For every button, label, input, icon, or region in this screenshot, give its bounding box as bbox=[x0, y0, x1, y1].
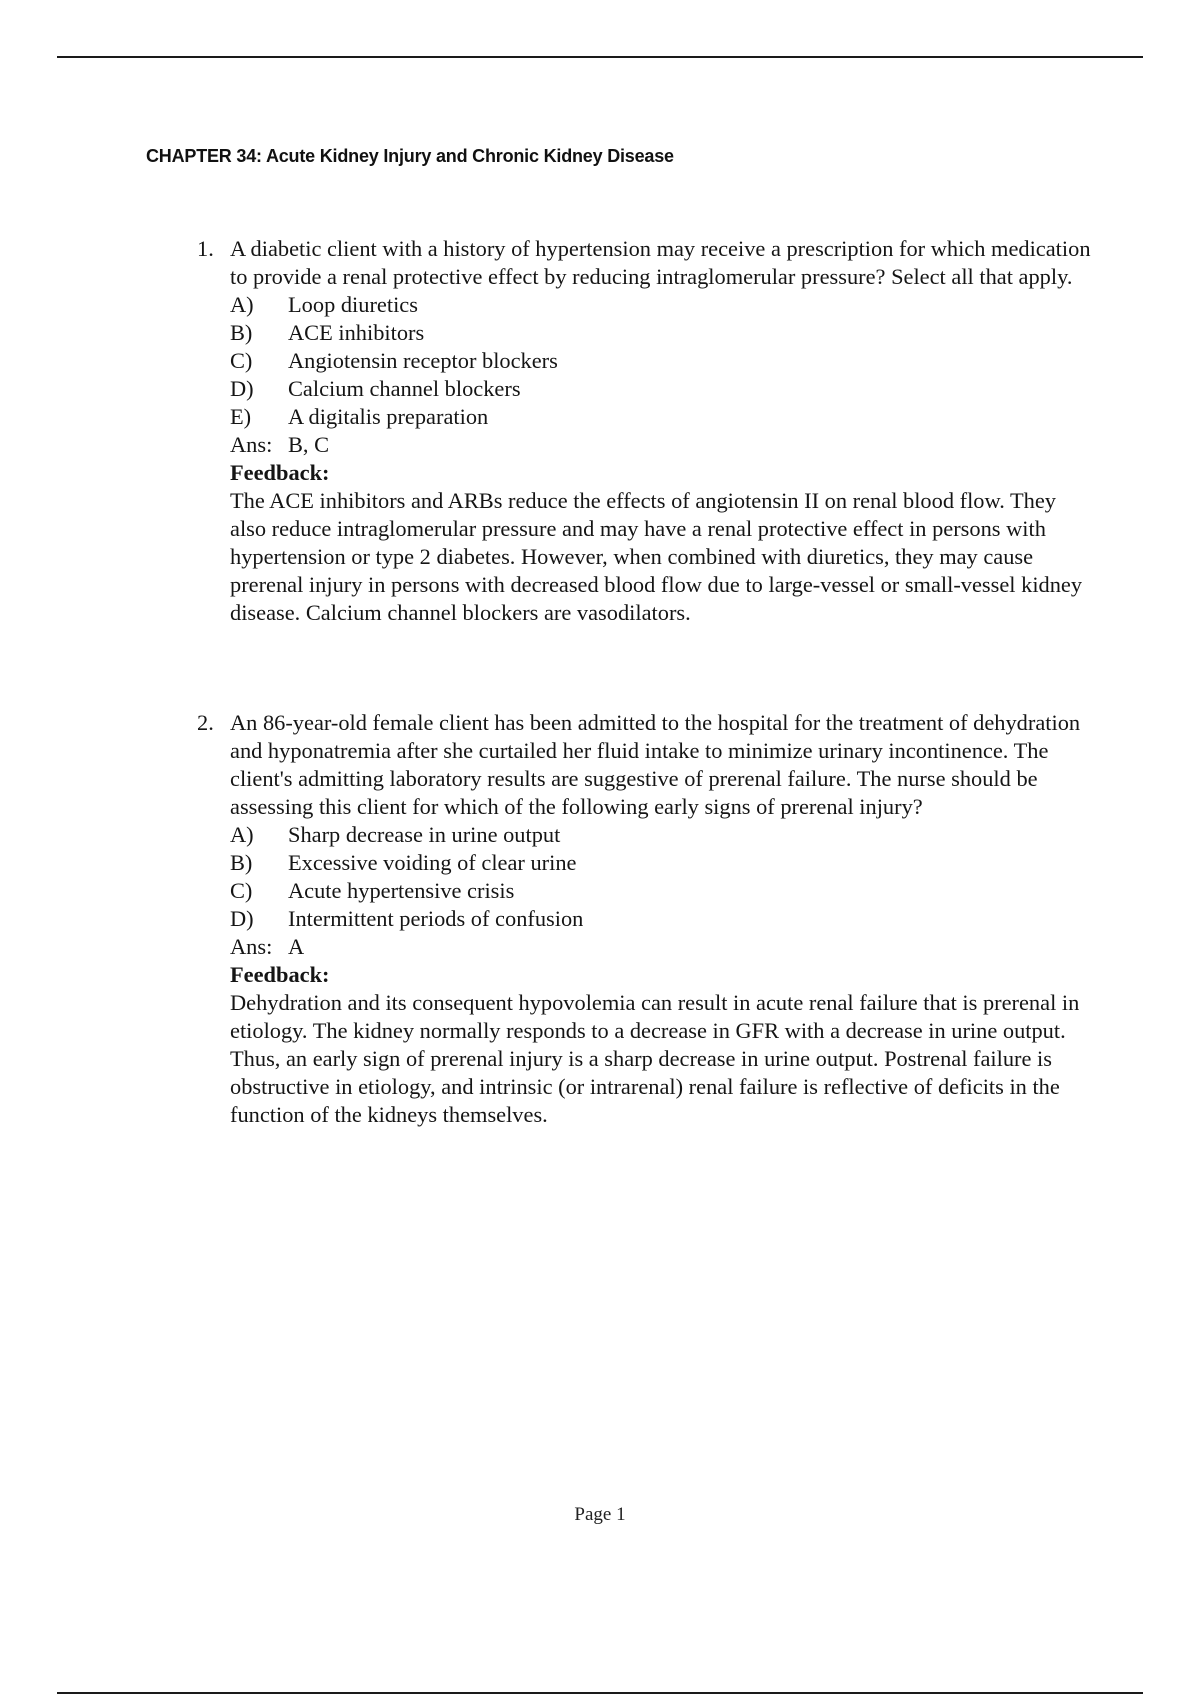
options-list bbox=[230, 821, 1097, 933]
page-number: Page 1 bbox=[574, 1504, 626, 1525]
option-text: A digitalis preparation bbox=[288, 404, 489, 429]
option-b bbox=[230, 319, 1097, 347]
answer-label: Ans: bbox=[230, 432, 273, 457]
option-b bbox=[230, 849, 1097, 877]
option-letter: E) bbox=[230, 404, 252, 429]
option-letter: D) bbox=[230, 906, 254, 931]
option-letter: D) bbox=[230, 376, 254, 401]
option-text: Intermittent periods of confusion bbox=[288, 906, 584, 931]
option-text: Loop diuretics bbox=[288, 292, 418, 317]
option-c bbox=[230, 877, 1097, 905]
option-d bbox=[230, 375, 1097, 403]
feedback-text: The ACE inhibitors and ARBs reduce the effects of angiotensin II on renal blood flow. They also reduce intraglomerular pressure and may have a renal protective effect in persons with hypertension or type 2 diabetes. However, when combined with diuretics, they may cause prerenal injury in persons with decreased blood flow due to large-vessel or small-vessel kidney disease. Calcium channel blockers are vasodilators. bbox=[230, 488, 1083, 625]
option-text: ACE inhibitors bbox=[288, 320, 425, 345]
answer-label: Ans: bbox=[230, 934, 273, 959]
option-letter: A) bbox=[230, 822, 254, 847]
question-stem: An 86-year-old female client has been admitted to the hospital for the treatment of dehydration and hyponatremia after she curtailed her fluid intake to minimize urinary incontinence. The client's admitting laboratory results are suggestive of prerenal failure. The nurse should be assessing this client for which of the following early signs of prerenal injury? bbox=[230, 710, 1081, 819]
option-a bbox=[230, 821, 1097, 849]
answer-value: A bbox=[288, 934, 305, 959]
question-number: 2. bbox=[197, 710, 214, 735]
option-text: Acute hypertensive crisis bbox=[288, 878, 515, 903]
answer-line bbox=[230, 431, 1097, 459]
option-letter: B) bbox=[230, 850, 253, 875]
option-letter: B) bbox=[230, 320, 253, 345]
question-2 bbox=[197, 709, 1097, 1129]
feedback-label: Feedback: bbox=[230, 962, 330, 987]
chapter-title: CHAPTER 34: Acute Kidney Injury and Chronic Kidney Disease bbox=[146, 146, 674, 166]
bottom-rule bbox=[57, 1692, 1143, 1694]
option-text: Calcium channel blockers bbox=[288, 376, 521, 401]
options-list bbox=[230, 291, 1097, 431]
answer-value: B, C bbox=[288, 432, 330, 457]
option-text: Excessive voiding of clear urine bbox=[288, 850, 577, 875]
feedback-text: Dehydration and its consequent hypovolemia can result in acute renal failure that is prerenal in etiology. The kidney normally responds to a decrease in GFR with a decrease in urine output. Thus, an early sign of prerenal injury is a sharp decrease in urine output. Postrenal failure is obstructive in etiology, and intrinsic (or intrarenal) renal failure is reflective of deficits in the function of the kidneys themselves. bbox=[230, 990, 1080, 1127]
option-text: Angiotensin receptor blockers bbox=[288, 348, 558, 373]
option-letter: C) bbox=[230, 878, 253, 903]
option-c bbox=[230, 347, 1097, 375]
option-d bbox=[230, 905, 1097, 933]
question-number: 1. bbox=[197, 236, 214, 261]
option-letter: C) bbox=[230, 348, 253, 373]
option-text: Sharp decrease in urine output bbox=[288, 822, 561, 847]
question-1 bbox=[197, 235, 1097, 627]
option-e bbox=[230, 403, 1097, 431]
option-a bbox=[230, 291, 1097, 319]
top-rule bbox=[57, 56, 1143, 58]
option-letter: A) bbox=[230, 292, 254, 317]
question-stem: A diabetic client with a history of hypertension may receive a prescription for which medication to provide a renal protective effect by reducing intraglomerular pressure? Select all that apply. bbox=[230, 236, 1091, 289]
feedback-label: Feedback: bbox=[230, 460, 330, 485]
answer-line bbox=[230, 933, 1097, 961]
